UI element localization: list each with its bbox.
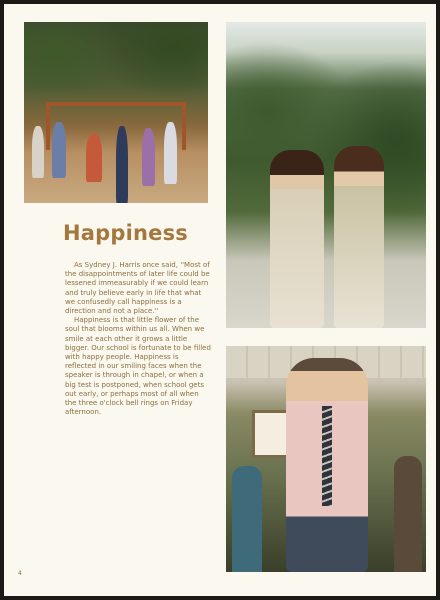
body-copy — [65, 261, 211, 417]
necktie — [322, 406, 332, 506]
child-figure — [86, 134, 102, 182]
child-figure — [52, 122, 66, 178]
audience-figure — [394, 456, 422, 572]
yearbook-page — [4, 4, 436, 596]
playground-photo — [24, 22, 208, 203]
teacher-photo — [226, 346, 426, 572]
page-number: 4 — [18, 570, 22, 577]
quote-paragraph: As Sydney J. Harris once said, ''Most of the disappointments of later life could be lessened immeasurably if we could learn and truly believe early in life that what we confusedly call happiness is a direction and not a place.'' — [65, 261, 210, 316]
child-figure — [142, 128, 155, 186]
happiness-paragraph: Happiness is that little flower of the soul that blooms within us all. When we smile at each other it grows a little bigger. Our school is fortunate to be filled with happy people. Happiness is reflected in our smiling faces when the speaker is through in chapel, or when a big test is postponed, when school gets out early, or perhaps most of all when the three o'clock bell rings on Friday afternoon. — [65, 316, 211, 417]
child-figure — [164, 122, 177, 184]
child-figure — [116, 126, 128, 203]
section-heading: Happiness — [63, 221, 189, 245]
girl-figure — [334, 146, 384, 328]
audience-figure — [232, 466, 262, 572]
girl-figure — [270, 150, 324, 328]
two-girls-photo — [226, 22, 426, 328]
child-figure — [32, 126, 44, 178]
